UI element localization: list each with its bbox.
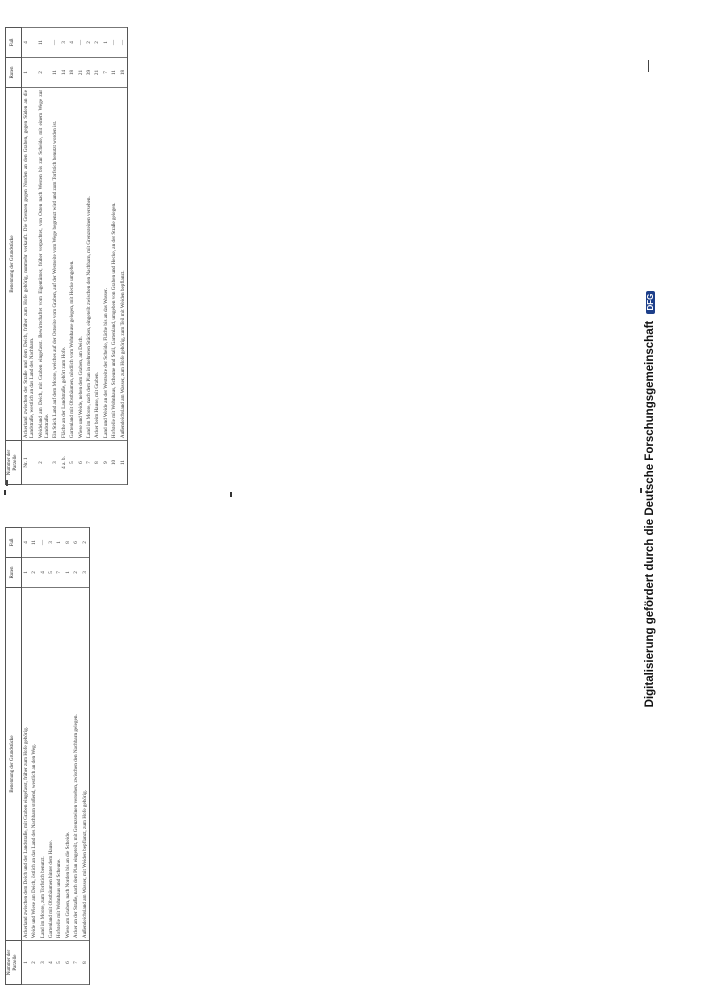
parcel-description: Weideland am Deich, mit Graben eingefasst. Bewirtschaftet vom Eigentümer, früher verpachtet, von Osten nach Westen bis zur Scheide, mit einem Wege zur Landstraße.: [37, 87, 52, 440]
parcel-description: Wiese am Graben, nach Norden bis an die Scheide.: [64, 587, 72, 940]
parcel-description: Ein Stück Land auf dem Moore, welches auf der Ostseite vom Graben, auf der Westseite vom Wege begrenzt wird und zum Torfstich benutzt worden ist.: [51, 87, 59, 440]
parcel-fuss: —: [110, 28, 118, 58]
parcel-fuss: 4: [68, 28, 76, 58]
parcel-fuss: 11: [30, 528, 38, 558]
table-row: [51, 28, 59, 485]
parcel-number: 5: [55, 941, 63, 985]
top-header-nr: Nummer der Parzelle: [6, 441, 22, 485]
parcel-ruten: 21: [93, 57, 101, 87]
parcel-description: Fläche an der Landstraße, gehört zum Hofe.: [60, 87, 68, 440]
parcel-description: Land und Weide an der Westseite der Scheide, Fläche bis an das Wasser.: [102, 87, 110, 440]
parcel-description: Acker an der Straße, nach dem Plan eingeteilt, mit Grenzsteinen versehen, zwischen den Nachbarn gelegen.: [72, 587, 80, 940]
table-row: [119, 28, 128, 485]
bottom-running-head: [0, 525, 3, 985]
parcel-number: 6: [77, 441, 85, 485]
parcel-ruten: 11: [110, 57, 118, 87]
parcel-number: 8: [93, 441, 101, 485]
parcel-fuss: 2: [81, 528, 90, 558]
parcel-ruten: 4: [39, 557, 47, 587]
table-row: [93, 28, 101, 485]
top-header-desc: Benennung der Grundstücke: [6, 87, 22, 440]
parcel-number: 6: [64, 941, 72, 985]
parcel-fuss: —: [39, 528, 47, 558]
parcel-number: 8: [81, 941, 90, 985]
parcel-ruten: 11: [51, 57, 59, 87]
parcel-number: 9: [102, 441, 110, 485]
parcel-description: Land im Moore, nach dem Plan in mehreren Stücken, eingeteilt zwischen den Nachbarn, mit Grenzsteinen versehen.: [85, 87, 93, 440]
parcel-ruten: 2: [37, 57, 52, 87]
bottom-page: [0, 525, 507, 985]
parcel-description: Hofstelle mit Wohnhaus und Scheune.: [55, 587, 63, 940]
table-row: [21, 528, 30, 985]
top-header-b: Fuß: [6, 28, 22, 58]
parcel-number: 3: [51, 441, 59, 485]
table-row: [60, 28, 68, 485]
parcel-description: Gartenland mit Obstbäumen hinter dem Hause.: [47, 587, 55, 940]
parcel-fuss: 4: [21, 528, 30, 558]
top-table-header: [6, 28, 22, 485]
table-row: [110, 28, 118, 485]
parcel-description: Land im Moore, zum Torfstich benutzt.: [39, 587, 47, 940]
parcel-number: 4: [47, 941, 55, 985]
parcel-ruten: 3: [81, 557, 90, 587]
parcel-number: 1: [21, 941, 30, 985]
dfg-funding-text: Digitalisierung gefördert durch die Deutsche Forschungsgemeinschaft: [644, 320, 656, 708]
parcel-fuss: 2: [85, 28, 93, 58]
parcel-fuss: —: [119, 28, 128, 58]
parcel-fuss: 6: [72, 528, 80, 558]
table-row: [30, 528, 38, 985]
parcel-description: Ackerland zwischen der Straße und dem Deich, früher zum Hofe gehörig, nunmehr verkauft. Die Grenzen gegen Norden an den Graben, gegen Süden an die Landstraße, westlich an das Land des Nachbarn.: [21, 87, 36, 440]
parcel-fuss: 3: [60, 28, 68, 58]
table-row: [85, 28, 93, 485]
parcel-ruten: 1: [21, 57, 36, 87]
parcel-fuss: 1: [102, 28, 110, 58]
parcel-ruten: 7: [102, 57, 110, 87]
parcel-fuss: 4: [21, 28, 36, 58]
spine-mark: [230, 492, 232, 497]
top-register-table: [5, 27, 128, 485]
parcel-description: Außendeichsland am Wasser, zum Hofe gehörig, zum Teil mit Weiden bepflanzt.: [119, 87, 128, 440]
table-row: [47, 528, 55, 985]
bottom-header-nr: Nummer der Parzelle: [6, 941, 22, 985]
parcel-number: 5: [68, 441, 76, 485]
parcel-fuss: 8: [64, 528, 72, 558]
parcel-fuss: 2: [93, 28, 101, 58]
dfg-logo-badge: DFG: [646, 291, 655, 314]
parcel-description: Wiese und Weide, neben dem Graben, am Deich.: [77, 87, 85, 440]
bottom-header-desc: Benennung der Grundstücke: [6, 587, 22, 940]
parcel-ruten: 1: [21, 557, 30, 587]
parcel-ruten: 1: [64, 557, 72, 587]
parcel-fuss: 11: [37, 28, 52, 58]
top-header-a: Ruten: [6, 57, 22, 87]
table-row: [21, 28, 36, 485]
table-row: [72, 528, 80, 985]
bottom-header-a: Ruten: [6, 557, 22, 587]
spine-mark: [4, 490, 6, 495]
margin-mark: [6, 480, 8, 486]
parcel-ruten: 18: [119, 57, 128, 87]
parcel-description: Ackerland zwischen dem Deich und der Landstraße, mit Graben eingefasst, früher zum Hofe gehörig.: [21, 587, 30, 940]
parcel-description: Hofstelle mit Wohnhaus, Scheune und Stall, Gartenland, umgeben von Graben und Hecke, an der Straße gelegen.: [110, 87, 118, 440]
parcel-number: 4 a. b.: [60, 441, 68, 485]
parcel-number: 2: [30, 941, 38, 985]
dfg-watermark-text: [644, 49, 656, 949]
top-running-head: [0, 25, 3, 485]
parcel-number: 7: [72, 941, 80, 985]
parcel-fuss: 1: [55, 528, 63, 558]
table-row: [55, 528, 63, 985]
parcel-number: Nr. 1: [21, 441, 36, 485]
table-row: [81, 528, 90, 985]
parcel-ruten: 7: [55, 557, 63, 587]
parcel-number: 7: [85, 441, 93, 485]
parcel-number: 11: [119, 441, 128, 485]
table-row: [37, 28, 52, 485]
table-row: [64, 528, 72, 985]
table-row: [77, 28, 85, 485]
parcel-ruten: 14: [60, 57, 68, 87]
parcel-fuss: —: [77, 28, 85, 58]
bottom-table-header: [6, 528, 22, 985]
parcel-ruten: 5: [47, 557, 55, 587]
table-row: [39, 528, 47, 985]
parcel-description: Weide und Wiese am Deich, östlich an das Land des Nachbarn stoßend, westlich an den Weg.: [30, 587, 38, 940]
parcel-description: Acker beim Hause, mit Graben.: [93, 87, 101, 440]
parcel-ruten: 21: [77, 57, 85, 87]
bottom-header-b: Fuß: [6, 528, 22, 558]
top-page: [0, 25, 507, 485]
parcel-fuss: —: [51, 28, 59, 58]
parcel-ruten: 39: [85, 57, 93, 87]
parcel-description: Gartenland mit Obstbäumen, nördlich vom Wohnhause gelegen, mit Hecke umgeben.: [68, 87, 76, 440]
bottom-register-table: [5, 527, 90, 985]
dfg-watermark: [600, 20, 700, 980]
parcel-number: 10: [110, 441, 118, 485]
parcel-ruten: 18: [68, 57, 76, 87]
table-row: [68, 28, 76, 485]
parcel-ruten: 2: [30, 557, 38, 587]
parcel-description: Außendeichsland am Wasser, mit Weiden bepflanzt, zum Hofe gehörig.: [81, 587, 90, 940]
table-row: [102, 28, 110, 485]
parcel-fuss: 3: [47, 528, 55, 558]
parcel-number: 2: [37, 441, 52, 485]
parcel-ruten: 2: [72, 557, 80, 587]
parcel-number: 3: [39, 941, 47, 985]
